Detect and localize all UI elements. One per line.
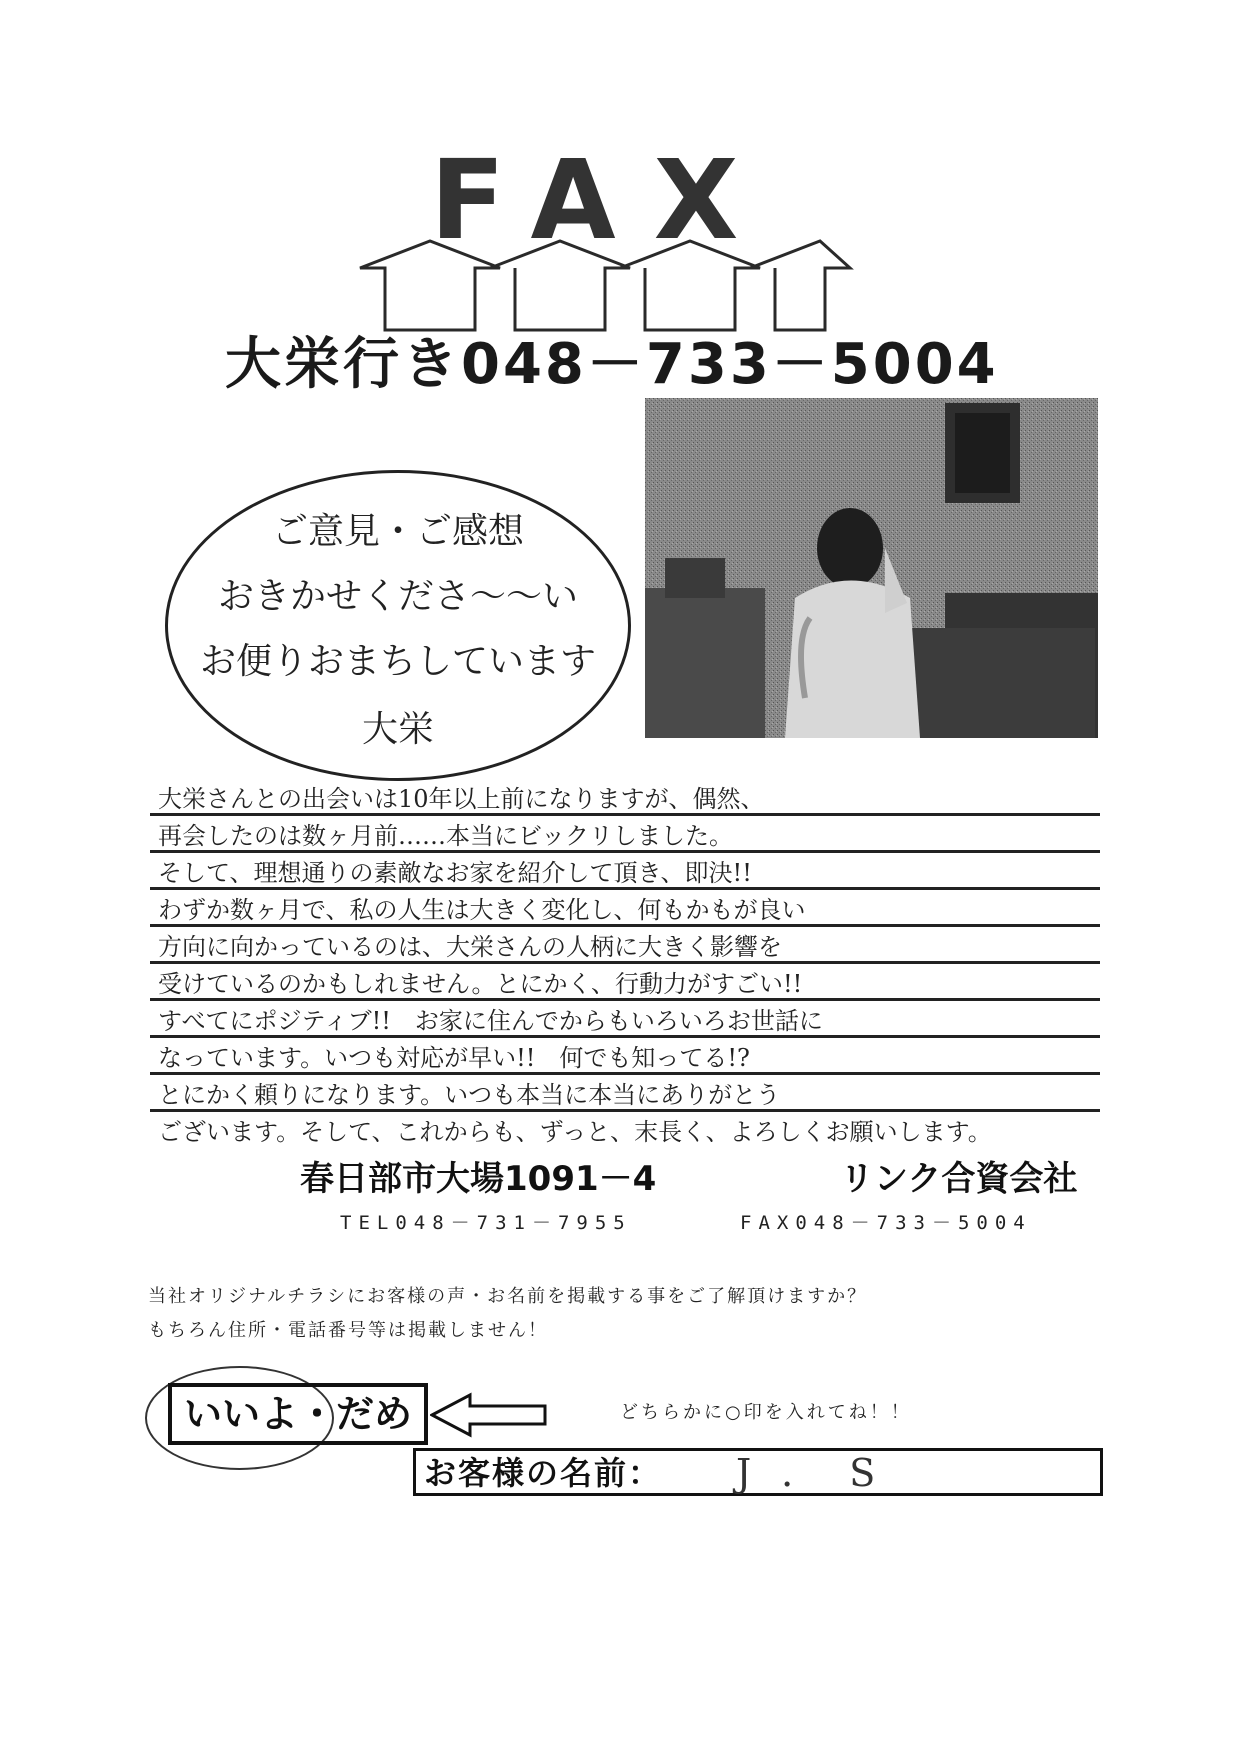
consent-choice[interactable]: いいよ・だめ [168,1383,428,1445]
consent-question: 当社オリジナルチラシにお客様の声・お名前を掲載する事をご了解頂けますか？ [148,1286,868,1307]
speech-bubble [165,470,631,781]
company-name: リンク合資会社 [840,1159,1078,1199]
bubble-line: ご意見・ご感想 [271,511,524,552]
customer-name-label: お客様の名前： [424,1454,663,1492]
customer-name-value: J．S [736,1451,906,1495]
bubble-line: お便りおまちしています [199,641,596,682]
letter-line: なっています。いつも対応が早い!! 何でも知ってる!? [150,1041,1100,1075]
customer-photo [645,398,1098,738]
consent-note: もちろん住所・電話番号等は掲載しません！ [148,1320,548,1341]
letter-line: とにかく頼りになります。いつも本当に本当にありがとう [150,1078,1100,1112]
left-arrow-icon [430,1392,550,1438]
fax-title: FAX [430,136,777,264]
letter-line: わずか数ヶ月で、私の人生は大きく変化し、何もかもが良い [150,893,1100,927]
letter-line: 再会したのは数ヶ月前……本当にビックリしました。 [150,819,1100,853]
fax-destination-number: 大栄行き048－733－5004 [225,332,999,397]
consent-text [148,1280,1098,1348]
bubble-line: おきかせくださ〜〜い [217,576,578,617]
letter-line: 大栄さんとの出会いは10年以上前になりますが、偶然、 [150,782,1100,816]
customer-letter [150,782,1100,1154]
bubble-signature: 大栄 [361,709,434,750]
company-fax: FAX048－733－5004 [740,1212,1032,1234]
company-address: 春日部市大場1091－4 [300,1159,657,1199]
company-tel: TEL048－731－7955 [340,1212,632,1234]
photo-image [645,398,1098,738]
customer-name-field[interactable] [413,1448,1103,1496]
letter-line: そして、理想通りの素敵なお家を紹介して頂き、即決!! [150,856,1100,890]
letter-line: 方向に向かっているのは、大栄さんの人柄に大きく影響を [150,930,1100,964]
company-info [300,1155,1100,1203]
house-outline-icon [355,238,855,333]
company-contact [340,1208,1120,1238]
letter-line: すべてにポジティブ!! お家に住んでからもいろいろお世話に [150,1004,1100,1038]
letter-line: 受けているのかもしれません。とにかく、行動力がすごい!! [150,967,1100,1001]
choice-instruction: どちらかに○印を入れてね！！ [620,1402,912,1423]
letter-line: ございます。そして、これからも、ずっと、末長く、よろしくお願いします。 [158,1118,992,1146]
